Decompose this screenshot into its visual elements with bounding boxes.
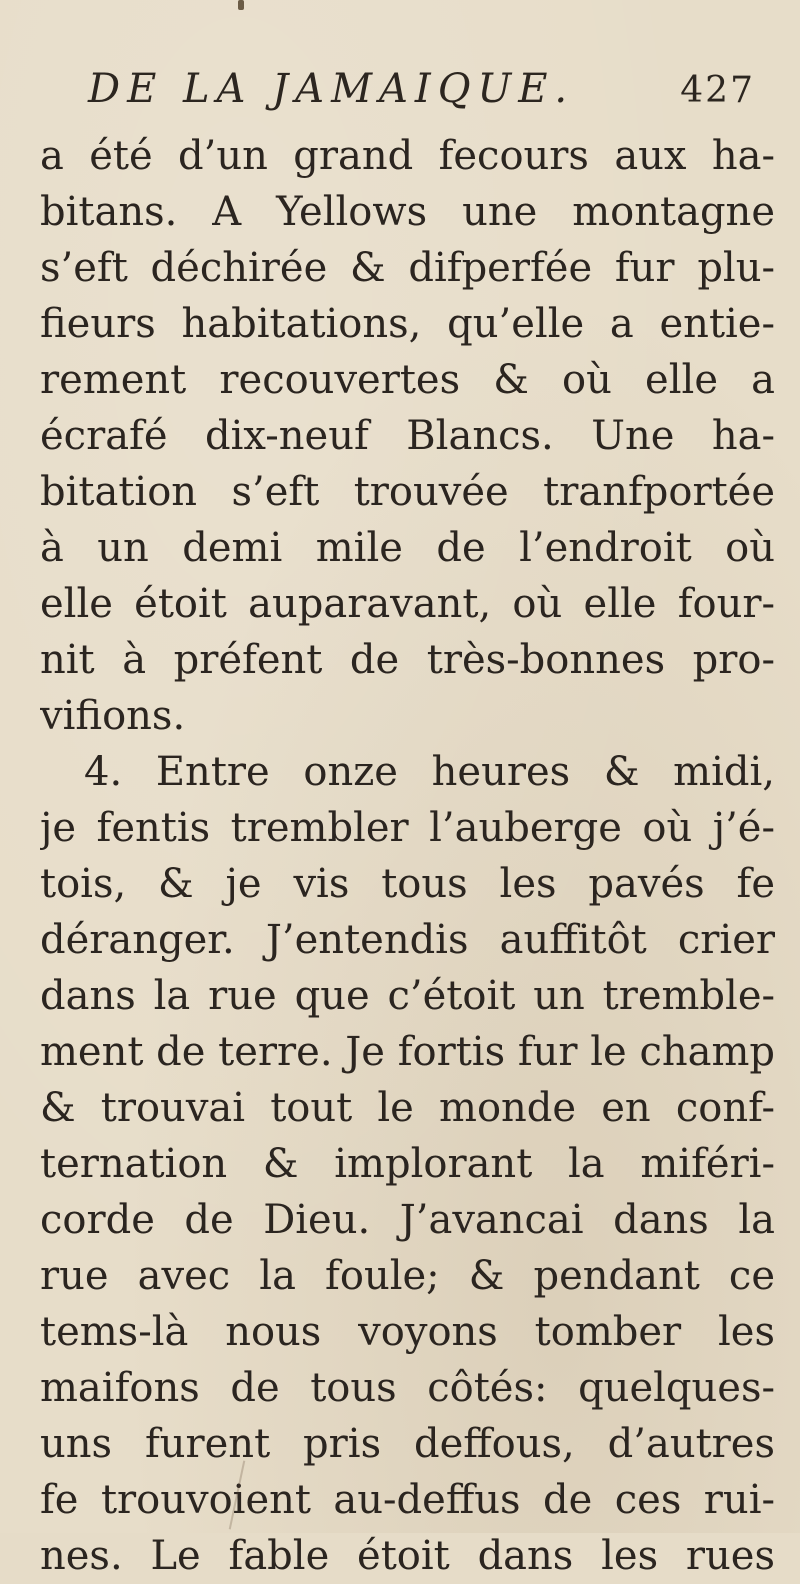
text-line: tems-là nous voyons tomber les [40,1309,775,1355]
text-line: fieurs habitations, qu’elle a entie- [40,301,775,347]
text-line: a été d’un grand fecours aux ha- [40,133,775,179]
text-line: dans la rue que c’étoit un tremble- [40,973,775,1019]
text-line: & trouvai tout le monde en conf- [40,1085,775,1131]
paragraph-start-line: 4. Entre onze heures & midi, [84,749,775,795]
text-line: bitation s’eft trouvée tranfportée [40,469,775,515]
text-line: bitans. A Yellows une montagne [40,189,775,235]
text-line: déranger. J’entendis auffitôt crier [40,917,775,963]
text-line: écrafé dix-neuf Blancs. Une ha- [40,413,775,459]
text-line: à un demi mile de l’endroit où [40,525,775,571]
text-line: nes. Le fable étoit dans les rues [40,1533,775,1579]
text-body [40,128,775,1584]
text-line: s’eft déchirée & difperfée fur plu- [40,245,775,291]
text-line: elle étoit auparavant, où elle four- [40,581,775,627]
text-line: nit à préfent de très-bonnes pro- [40,637,775,683]
text-line: je fentis trembler l’auberge où j’é- [40,805,775,851]
text-line: ternation & implorant la miféri- [40,1141,775,1187]
text-line: rue avec la foule; & pendant ce [40,1253,775,1299]
running-header [88,66,780,126]
text-line: ment de terre. Je fortis fur le champ [40,1029,775,1075]
paper-speck [238,0,244,10]
page-number: 427 [680,70,755,111]
paragraph-end-line: vifions. [40,693,186,739]
text-line: uns furent pris deffous, d’autres [40,1421,775,1467]
text-line: maifons de tous côtés: quelques- [40,1365,775,1411]
text-line: corde de Dieu. J’avancai dans la [40,1197,775,1243]
text-line: tois, & je vis tous les pavés fe [40,861,775,907]
text-line: fe trouvoient au-deffus de ces rui- [40,1477,775,1523]
text-line: rement recouvertes & où elle a [40,357,775,403]
running-title: DE LA JAMAIQUE. [88,66,575,112]
